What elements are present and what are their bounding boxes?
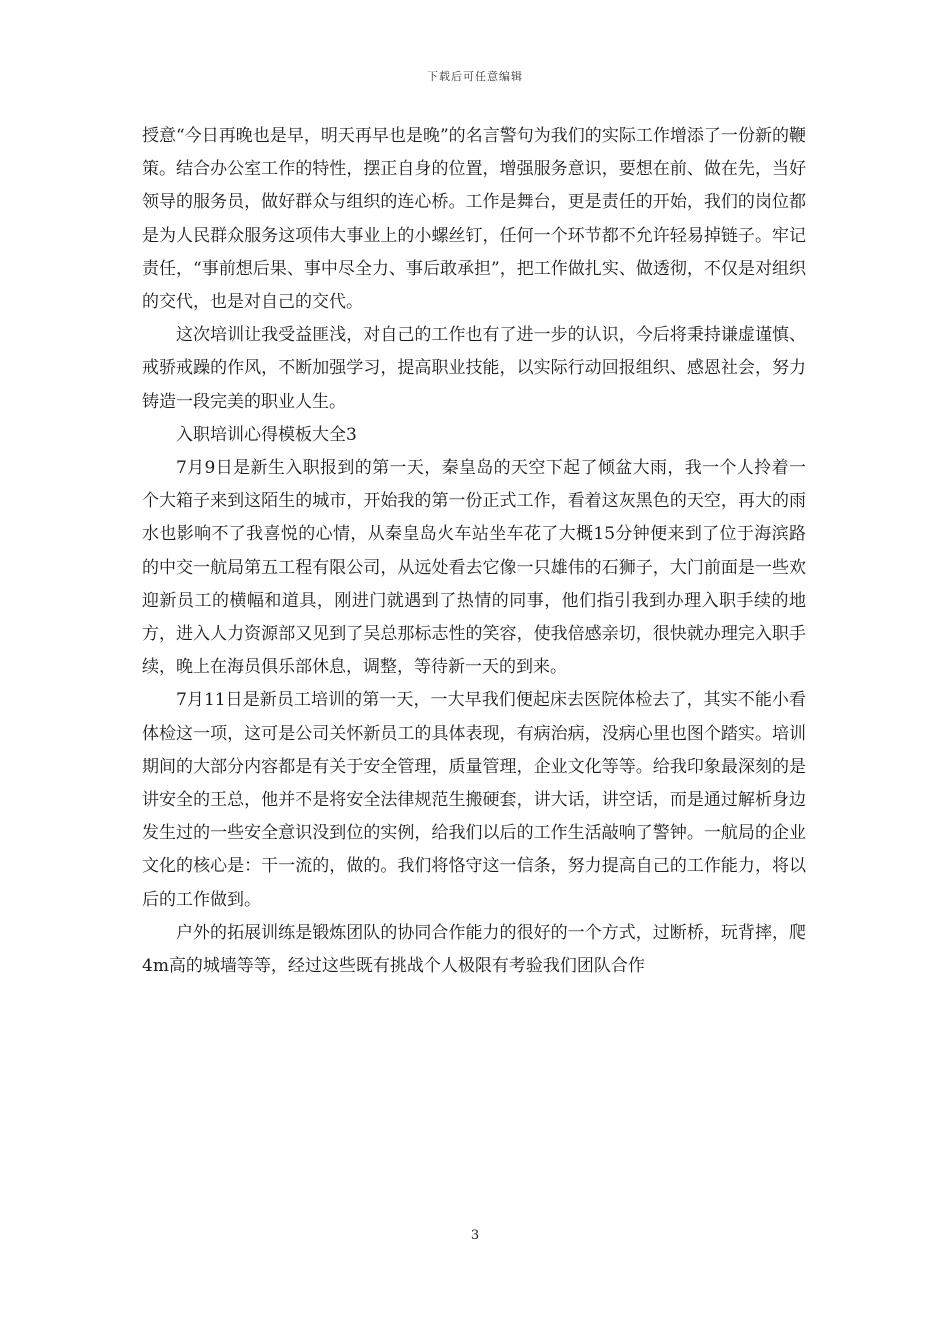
- paragraph: 授意“今日再晚也是早，明天再早也是晚”的名言警句为我们的实际工作增添了一份新的鞭策。结合办公室工作的特性，摆正自身的位置，增强服务意识，要想在前、做在先，当好领导的服务员，做好群众与组织的连心桥。工作是舞台，更是责任的开始，我们的岗位都是为人民群众服务这项伟大事业上的小螺丝钉，任何一个环节都不允许轻易掉链子。牢记责任，“事前想后果、事中尽全力、事后敢承担”，把工作做扎实、做透彻，不仅是对组织的交代，也是对自己的交代。: [142, 126, 806, 313]
- paragraph: 户外的拓展训练是锻炼团队的协同合作能力的很好的一个方式，过断桥，玩背摔，爬4m高的城墙等等，经过这些既有挑战个人极限有考验我们团队合作: [142, 922, 806, 977]
- paragraph: 7月11日是新员工培训的第一天，一大早我们便起床去医院体检去了，其实不能小看体检这一项，这可是公司关怀新员工的具体表现，有病治病，没病心里也图个踏实。培训期间的大部分内容都是有关于安全管理，质量管理，企业文化等等。给我印象最深刻的是讲安全的王总，他并不是将安全法律规范生搬硬套，讲大话，讲空话，而是通过解析身边发生过的一些安全意识没到位的实例，给我们以后的工作生活敲响了警钟。一航局的企业文化的核心是：干一流的，做的。我们将恪守这一信条，努力提高自己的工作能力，将以后的工作做到。: [142, 690, 806, 910]
- page-header: 下载后可任意编辑: [427, 70, 523, 83]
- page-number: 3: [470, 1228, 480, 1243]
- paragraph: 7月9日是新生入职报到的第一天，秦皇岛的天空下起了倾盆大雨，我一个人拎着一个大箱子来到这陌生的城市，开始我的第一份正式工作，看着这灰黑色的天空，再大的雨水也影响不了我喜悦的心情，从秦皇岛火车站坐车花了大概15分钟便来到了位于海滨路的中交一航局第五工程有限公司，从远处看去它像一只雄伟的石狮子，大门前面是一些欢迎新员工的横幅和道具，刚进门就遇到了热情的同事，他们指引我到办理入职手续的地方，进入人力资源部又见到了吴总那标志性的笑容，使我倍感亲切，很快就办理完入职手续，晚上在海员俱乐部休息，调整，等待新一天的到来。: [142, 458, 806, 678]
- section-heading: 入职培训心得模板大全3: [176, 424, 357, 445]
- document-body: [142, 120, 806, 983]
- paragraph: 这次培训让我受益匪浅，对自己的工作也有了进一步的认识，今后将秉持谦虚谨慎、戒骄戒躁的作风，不断加强学习，提高职业技能，以实际行动回报组织、感恩社会，努力铸造一段完美的职业人生。: [142, 325, 806, 412]
